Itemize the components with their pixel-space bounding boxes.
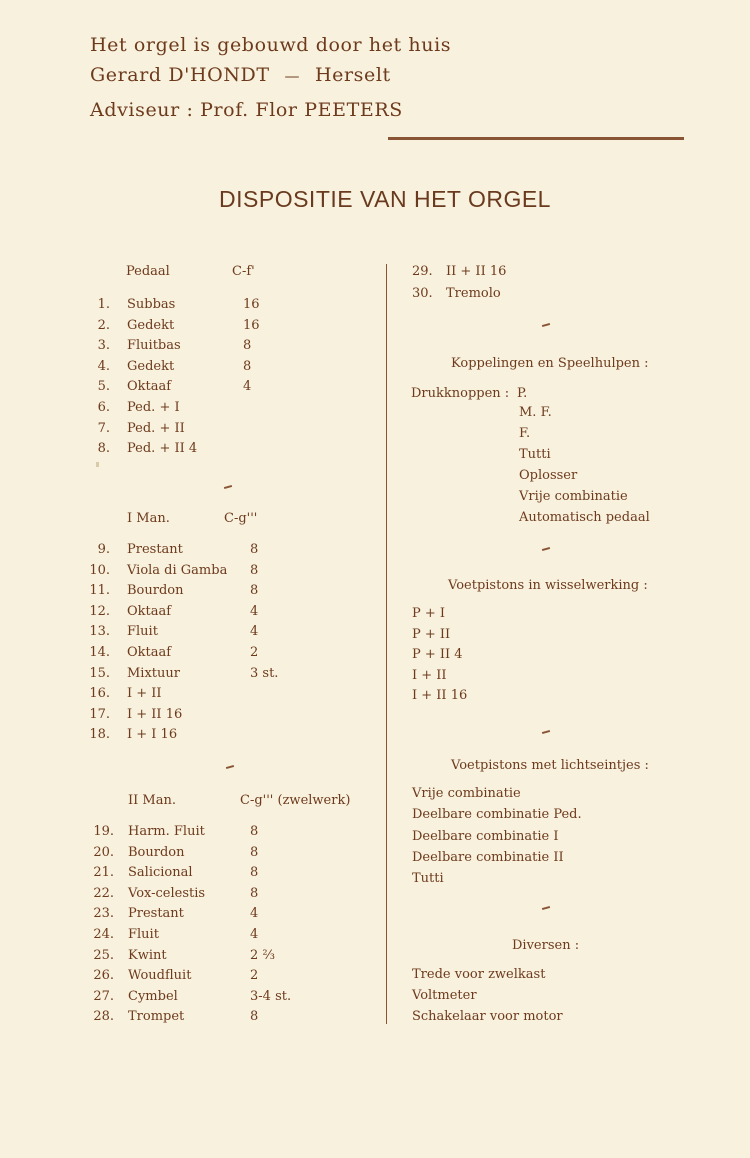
stop-size: 3-4 st. (250, 988, 292, 1004)
licht-heading: Voetpistons met lichtseintjes : (451, 758, 649, 773)
stop-name: Mixtuur (127, 665, 180, 681)
drukknoppen-label: Drukknoppen : (411, 386, 510, 401)
diversen-item: Schakelaar voor motor (412, 1009, 563, 1024)
stop-size: 8 (250, 885, 259, 901)
stop-number: 1. (97, 297, 110, 312)
stop-number: 17. (89, 706, 110, 722)
section-dash (542, 547, 550, 551)
voetpiston-item: P + II 4 (412, 647, 463, 663)
stop-size: 3 st. (250, 665, 279, 681)
stop-number: 13. (89, 624, 110, 640)
stop-size: 8 (250, 583, 259, 599)
stop-size: 8 (250, 865, 259, 881)
stop-number: 11. (89, 583, 110, 599)
stop-size: 8 (250, 542, 259, 557)
stop-number: 18. (89, 727, 110, 743)
drukknop-item: F. (519, 426, 531, 441)
stop-number: 24. (93, 927, 114, 942)
stop-name: Vox-celestis (128, 885, 206, 901)
section-dash (542, 730, 550, 734)
stop-size: 8 (243, 358, 252, 374)
stop-number: 15. (89, 665, 110, 681)
stop-number: 8. (97, 441, 110, 457)
stop-number: 28. (93, 1009, 114, 1025)
man1-heading: I Man. (127, 511, 170, 526)
stop-number: 25. (93, 947, 114, 963)
stop-name: Salicional (128, 865, 193, 881)
stop-name: Ped. + II (127, 420, 185, 436)
stop-name: Woudfluit (128, 968, 192, 984)
licht-item: Vrije combinatie (412, 786, 521, 801)
stop-name: Gedekt (127, 358, 175, 374)
stop-name: Subbas (127, 297, 176, 312)
stop-size: 2 ⅔ (250, 947, 276, 963)
stop-number: 4. (97, 358, 110, 374)
drukknop-item: M. F. (519, 405, 552, 420)
stop-size: 8 (250, 1009, 259, 1025)
stop-size: 16 (243, 317, 260, 333)
stop-number: 5. (97, 379, 110, 395)
stop-name: I + II (127, 686, 162, 702)
voetpiston-item: P + II (412, 626, 451, 642)
stop-number: 3. (97, 338, 110, 354)
drukknop-item: P. (517, 386, 528, 401)
stop-name: Ped. + I (127, 400, 180, 415)
drukknop-item: Automatisch pedaal (519, 510, 650, 525)
pedaal-heading: Pedaal (126, 264, 170, 279)
stop-number: 6. (97, 400, 110, 415)
stop-number: 7. (97, 420, 110, 436)
stop-number: 14. (89, 645, 110, 660)
stop-name: Fluit (127, 624, 158, 640)
stop-name: Prestant (127, 542, 183, 557)
man2-heading: II Man. (128, 793, 176, 808)
voetpiston-item: I + II 16 (412, 688, 468, 704)
stop-number: 26. (93, 968, 114, 984)
stop-number: 30. (412, 286, 433, 301)
stop-number: 19. (93, 824, 114, 839)
stop-name: Kwint (128, 947, 167, 963)
stop-number: 20. (93, 844, 114, 860)
stop-name: Tremolo (446, 286, 501, 301)
advisor-line (90, 99, 403, 121)
stop-size: 8 (250, 824, 259, 839)
stop-size: 4 (250, 603, 259, 619)
diversen-heading: Diversen : (512, 938, 580, 953)
advisor-label: Adviseur : (90, 99, 194, 121)
stop-number: 27. (93, 988, 114, 1004)
stop-number: 16. (89, 686, 110, 702)
stop-size: 2 (250, 968, 259, 984)
stop-size: 8 (250, 562, 259, 578)
stop-size: 4 (250, 906, 259, 922)
stop-name: Harm. Fluit (128, 824, 205, 839)
section-dash (226, 765, 234, 769)
stop-name: Bourdon (128, 844, 185, 860)
stop-size: 4 (250, 927, 259, 942)
pedaal-range: C-f' (232, 264, 255, 279)
licht-item: Deelbare combinatie Ped. (412, 807, 582, 823)
drukknop-item: Vrije combinatie (519, 489, 628, 504)
builder-name-line (90, 64, 391, 86)
stop-size: 8 (250, 844, 259, 860)
stop-name: Gedekt (127, 317, 175, 333)
stop-size: 4 (243, 379, 252, 395)
stop-name: Oktaaf (127, 379, 172, 395)
stop-name: Bourdon (127, 583, 184, 599)
stop-number: 9. (97, 542, 110, 557)
stray-mark (96, 462, 99, 467)
drukknop-item: Oplosser (519, 468, 578, 483)
header-rule (388, 137, 684, 140)
voetpiston-item: P + I (412, 606, 446, 621)
stop-number: 12. (89, 603, 110, 619)
advisor-name: Prof. Flor PEETERS (200, 99, 403, 121)
man1-range: C-g''' (224, 511, 258, 526)
column-divider (386, 264, 387, 1024)
builder-name: Gerard D'HONDT (90, 64, 270, 86)
stop-name: II + II 16 (446, 264, 507, 279)
licht-item: Deelbare combinatie II (412, 849, 564, 865)
licht-item: Deelbare combinatie I (412, 828, 559, 844)
stop-name: Viola di Gamba (127, 562, 228, 578)
stop-name: I + II 16 (127, 706, 183, 722)
stop-number: 23. (93, 906, 114, 922)
section-dash (542, 906, 550, 910)
stop-name: I + I 16 (127, 727, 178, 743)
page-title: DISPOSITIE VAN HET ORGEL (219, 186, 551, 212)
stop-name: Oktaaf (127, 603, 172, 619)
stop-name: Prestant (128, 906, 184, 922)
koppelingen-heading: Koppelingen en Speelhulpen : (451, 356, 649, 371)
builder-place: Herselt (314, 64, 391, 86)
stop-name: Oktaaf (127, 645, 172, 660)
section-dash (224, 485, 232, 489)
voetpistons-heading: Voetpistons in wisselwerking : (448, 578, 648, 593)
stop-number: 21. (93, 865, 114, 881)
voetpiston-item: I + II (412, 667, 447, 683)
stop-number: 2. (97, 317, 110, 333)
stop-name: Fluitbas (127, 338, 181, 354)
stop-number: 10. (89, 562, 110, 578)
section-dash (542, 323, 550, 327)
diversen-item: Voltmeter (412, 988, 477, 1003)
stop-name: Ped. + II 4 (127, 441, 198, 457)
drukknop-item: Tutti (519, 447, 551, 462)
man2-range: C-g''' (zwelwerk) (240, 793, 351, 808)
stop-number: 29. (412, 264, 433, 279)
stop-name: Trompet (128, 1009, 185, 1025)
stop-size: 2 (250, 645, 259, 660)
stop-name: Fluit (128, 927, 159, 942)
builder-line: Het orgel is gebouwd door het huis (90, 34, 452, 56)
stop-name: Cymbel (128, 988, 178, 1004)
builder-dash: — (284, 67, 301, 85)
stop-size: 8 (243, 338, 252, 354)
diversen-item: Trede voor zwelkast (412, 967, 546, 982)
stop-size: 16 (243, 297, 260, 312)
stop-size: 4 (250, 624, 259, 640)
licht-item: Tutti (412, 871, 444, 887)
stop-number: 22. (93, 885, 114, 901)
